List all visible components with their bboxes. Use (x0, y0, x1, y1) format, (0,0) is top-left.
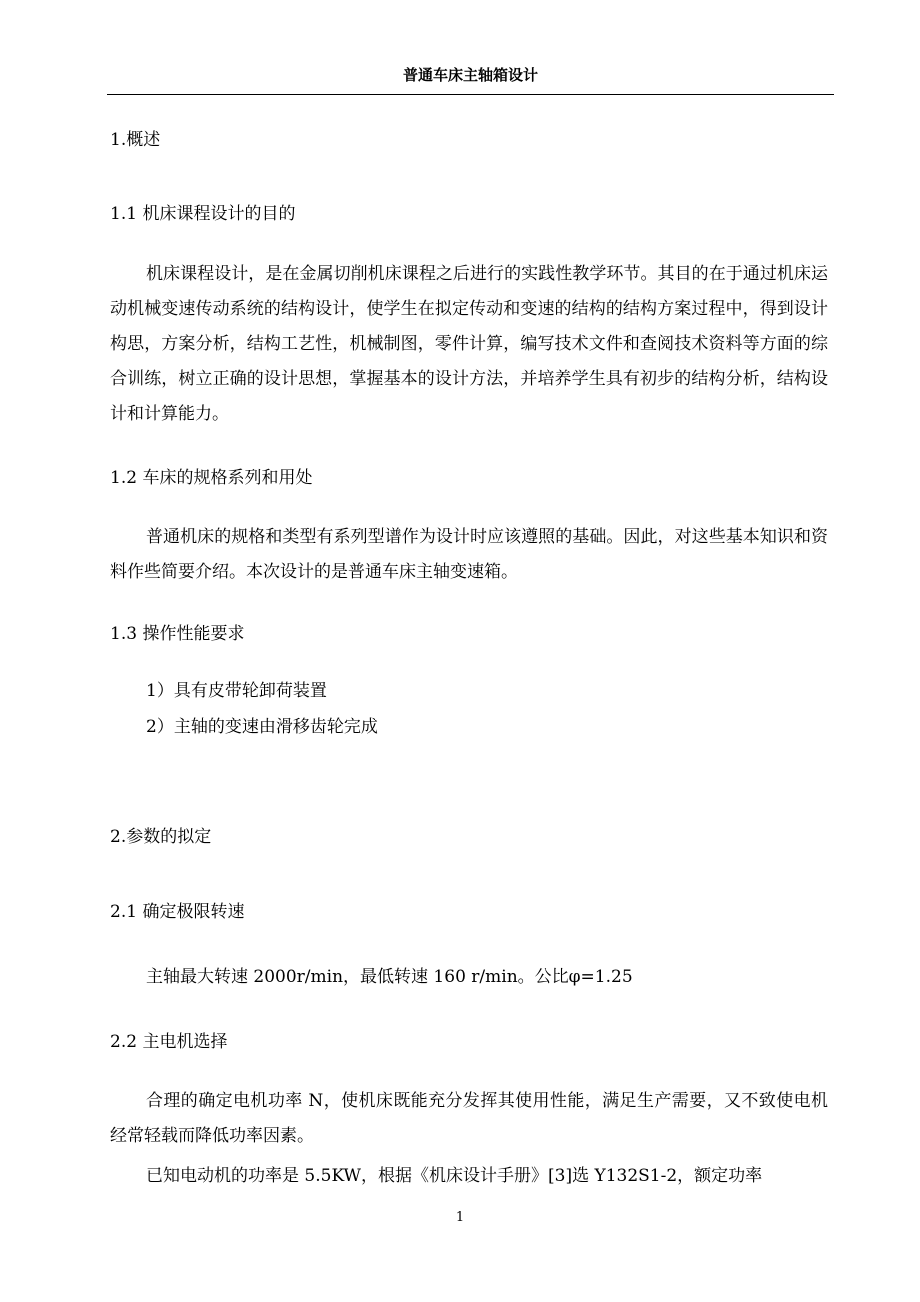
section-2-1-paragraph: 主轴最大转速 2000r/min，最低转速 160 r/min。公比φ=1.25 (146, 967, 633, 987)
section-1-1-paragraph: 机床课程设计，是在金属切削机床课程之后进行的实践性教学环节。其目的在于通过机床运动机械变速传动系统的结构设计，使学生在拟定传动和变速的结构的结构方案过程中，得到设计构思，方案分析，结构工艺性，机械制图，零件计算，编写技术文件和查阅技术资料等方面的综合训练，树立正确的设计思想，掌握基本的设计方法，并培养学生具有初步的结构分析，结构设计和计算能力。 (110, 264, 828, 424)
header-title: 普通车床主轴箱设计 (402, 66, 538, 84)
section-1-heading: 1.概述 (110, 130, 161, 150)
section-2-2-paragraph-1: 合理的确定电机功率 N，使机床既能充分发挥其使用性能，满足生产需要，又不致使电机经常轻载而降低功率因素。 (110, 1091, 828, 1146)
section-2-2-heading: 2.2 主电机选择 (110, 1032, 228, 1052)
section-2-1-heading: 2.1 确定极限转速 (110, 902, 245, 922)
list-item: 1）具有皮带轮卸荷装置 (146, 681, 327, 701)
list-item: 2）主轴的变速由滑移齿轮完成 (146, 717, 378, 737)
page-number: 1 (455, 1210, 465, 1225)
section-1-1-heading: 1.1 机床课程设计的目的 (110, 204, 296, 224)
page-header (107, 62, 834, 95)
section-2-heading: 2.参数的拟定 (110, 827, 212, 847)
section-1-3-heading: 1.3 操作性能要求 (110, 624, 245, 644)
section-2-2-paragraph-2: 已知电动机的功率是 5.5KW，根据《机床设计手册》[3]选 Y132S1-2，额定功率 (146, 1166, 763, 1186)
section-1-2-heading: 1.2 车床的规格系列和用处 (110, 468, 313, 488)
section-1-2-paragraph: 普通机床的规格和类型有系列型谱作为设计时应该遵照的基础。因此，对这些基本知识和资料作些简要介绍。本次设计的是普通车床主轴变速箱。 (110, 527, 828, 582)
